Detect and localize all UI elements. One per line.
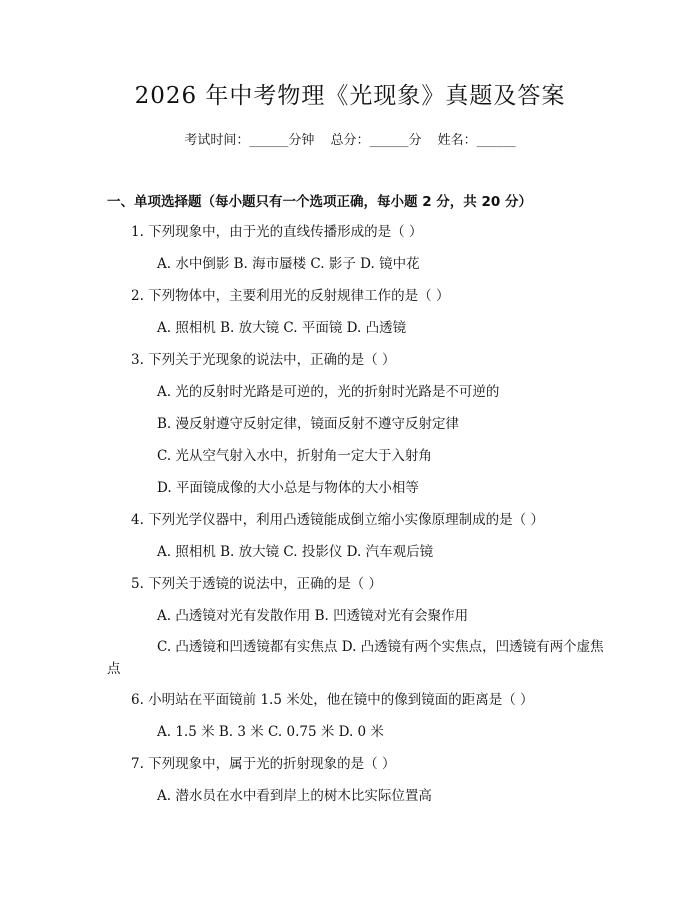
question-1-options: A. 水中倒影 B. 海市蜃楼 C. 影子 D. 镜中花 (157, 256, 420, 272)
question-3-option-a: A. 光的反射时光路是可逆的，光的折射时光路是不可逆的 (157, 384, 500, 400)
question-3-option-b: B. 漫反射遵守反射定律，镜面反射不遵守反射定律 (157, 416, 460, 432)
total-score-field: 总分：______分 (330, 133, 422, 148)
question-5: 5. 下列关于透镜的说法中，正确的是（ ） (131, 576, 382, 592)
question-3-option-d: D. 平面镜成像的大小总是与物体的大小相等 (157, 480, 419, 496)
question-2-options: A. 照相机 B. 放大镜 C. 平面镜 D. 凸透镜 (157, 320, 407, 336)
question-6: 6. 小明站在平面镜前 1.5 米处，他在镜中的像到镜面的距离是（ ） (131, 692, 534, 708)
question-3: 3. 下列关于光现象的说法中，正确的是（ ） (131, 352, 396, 368)
question-2: 2. 下列物体中，主要利用光的反射规律工作的是（ ） (131, 288, 450, 304)
question-6-options: A. 1.5 米 B. 3 米 C. 0.75 米 D. 0 米 (157, 724, 384, 740)
section-heading: 一、单项选择题（每小题只有一个选项正确，每小题 2 分，共 20 分） (107, 194, 532, 210)
page-title: 2026 年中考物理《光现象》真题及答案 (134, 83, 566, 109)
exam-time-field: 考试时间：______分钟 (184, 133, 315, 148)
question-5-options-ab: A. 凸透镜对光有发散作用 B. 凹透镜对光有会聚作用 (157, 608, 469, 624)
exam-meta (0, 131, 700, 151)
question-4: 4. 下列光学仪器中，利用凸透镜能成倒立缩小实像原理制成的是（ ） (131, 512, 544, 528)
question-1: 1. 下列现象中，由于光的直线传播形成的是（ ） (131, 224, 423, 240)
question-7-option-a: A. 潜水员在水中看到岸上的树木比实际位置高 (157, 788, 432, 804)
student-name-field: 姓名：______ (437, 133, 516, 148)
question-5-options-cd: C. 凸透镜和凹透镜都有实焦点 D. 凸透镜有两个实焦点，凹透镜有两个虚焦点 (107, 639, 604, 677)
question-7: 7. 下列现象中，属于光的折射现象的是（ ） (131, 756, 396, 772)
question-3-option-c: C. 光从空气射入水中，折射角一定大于入射角 (157, 448, 432, 464)
question-4-options: A. 照相机 B. 放大镜 C. 投影仪 D. 汽车观后镜 (157, 544, 434, 560)
